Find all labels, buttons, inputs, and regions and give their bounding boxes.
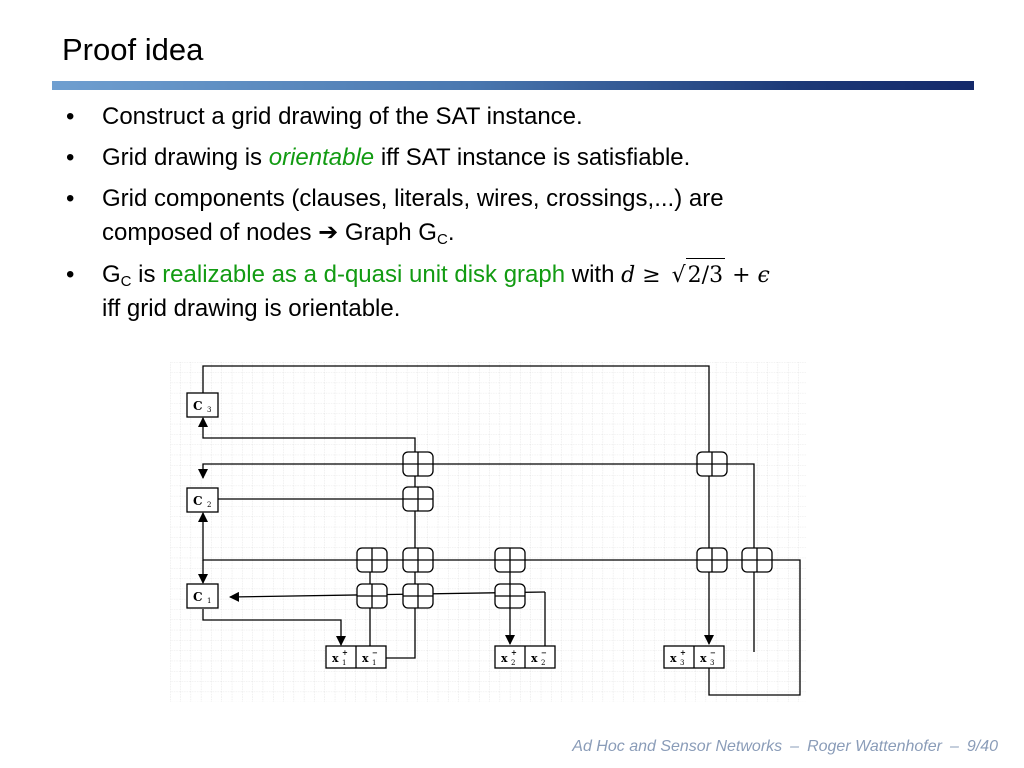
literal-x1-neg-sub: 1	[372, 659, 377, 667]
bullet-3-sub: C	[436, 231, 448, 248]
clause-c3-sub: 3	[207, 406, 212, 414]
literal-x2-pos-sub: 2	[511, 659, 516, 667]
literal-x3-neg-sub: 3	[710, 659, 715, 667]
grid-drawing-diagram	[170, 362, 806, 702]
clause-c2-label: C	[193, 494, 203, 508]
footer-sep-1: –	[790, 738, 800, 755]
slide-footer	[568, 738, 1002, 756]
clause-c3	[187, 393, 218, 417]
clause-c2-sub: 2	[207, 501, 212, 509]
slide-title: Proof idea	[62, 32, 204, 67]
bullet-item-2	[62, 141, 962, 174]
literal-x3-neg: x	[700, 652, 707, 665]
literal-x1-neg: x	[362, 652, 369, 665]
literal-x2	[495, 646, 555, 668]
bullet-1-text: Construct a grid drawing of the SAT instance.	[102, 103, 583, 130]
math-epsilon: ϵ	[757, 263, 770, 288]
bullet-3-line1: Grid components (clauses, literals, wires, crossings,...) are	[102, 185, 724, 212]
bullet-4-g: G	[102, 261, 121, 288]
bullet-2-pre: Grid drawing is	[102, 144, 269, 171]
bullet-4-with: with	[565, 261, 622, 288]
literal-x1-pos-sub: 1	[342, 659, 347, 667]
literal-x1	[326, 646, 386, 668]
bullet-item-4	[62, 258, 962, 325]
literal-x3-pos-sub: 3	[680, 659, 685, 667]
literal-x1-pos-sup: +	[342, 648, 348, 657]
literal-x3	[664, 646, 724, 668]
math-formula	[621, 263, 770, 288]
literal-x2-neg: x	[531, 652, 538, 665]
math-ge: ≥	[642, 263, 661, 288]
right-arrow-icon: ➔	[318, 219, 339, 246]
clause-c1-sub: 1	[207, 597, 212, 605]
math-plus: +	[732, 263, 751, 288]
clause-c1-label: C	[193, 590, 203, 604]
footer-course: Ad Hoc and Sensor Networks	[572, 738, 783, 755]
literal-x3-pos: x	[670, 652, 677, 665]
bullet-4-sub: C	[120, 273, 132, 290]
page-number: 9/40	[966, 738, 998, 755]
literal-x1-pos: x	[332, 652, 339, 665]
bullet-3-graph: Graph G	[338, 219, 437, 246]
literal-x2-neg-sub: 2	[541, 659, 546, 667]
orientable-term: orientable	[268, 144, 375, 171]
realizable-term: realizable as a d-quasi unit disk graph	[162, 261, 566, 288]
sqrt-symbol: √2/3	[668, 258, 725, 292]
bullet-item-3	[62, 182, 962, 250]
literal-x2-neg-sup: −	[541, 648, 547, 657]
literal-x1-neg-sup: −	[372, 648, 378, 657]
literal-x3-pos-sup: +	[680, 648, 686, 657]
bullet-item-1	[62, 100, 962, 133]
literal-x2-pos-sup: +	[511, 648, 517, 657]
bullet-3-line2-pre: composed of nodes	[102, 219, 319, 246]
bullet-list	[62, 100, 962, 333]
literal-x3-neg-sup: −	[710, 648, 716, 657]
math-radicand: 2/3	[686, 258, 725, 292]
clause-c2	[187, 488, 218, 512]
literal-x2-pos: x	[501, 652, 508, 665]
bullet-3-end: .	[447, 219, 455, 246]
math-d: d	[621, 263, 636, 288]
bullet-2-post: iff SAT instance is satisfiable.	[374, 144, 691, 171]
clause-c1	[187, 584, 218, 608]
clause-c3-label: C	[193, 399, 203, 413]
literal-nodes	[326, 646, 724, 668]
bullet-4-line2: iff grid drawing is orientable.	[102, 295, 401, 322]
title-underline-bar	[52, 81, 974, 90]
bullet-4-is: is	[131, 261, 163, 288]
footer-author: Roger Wattenhofer	[807, 738, 942, 755]
footer-sep-2: –	[949, 738, 959, 755]
